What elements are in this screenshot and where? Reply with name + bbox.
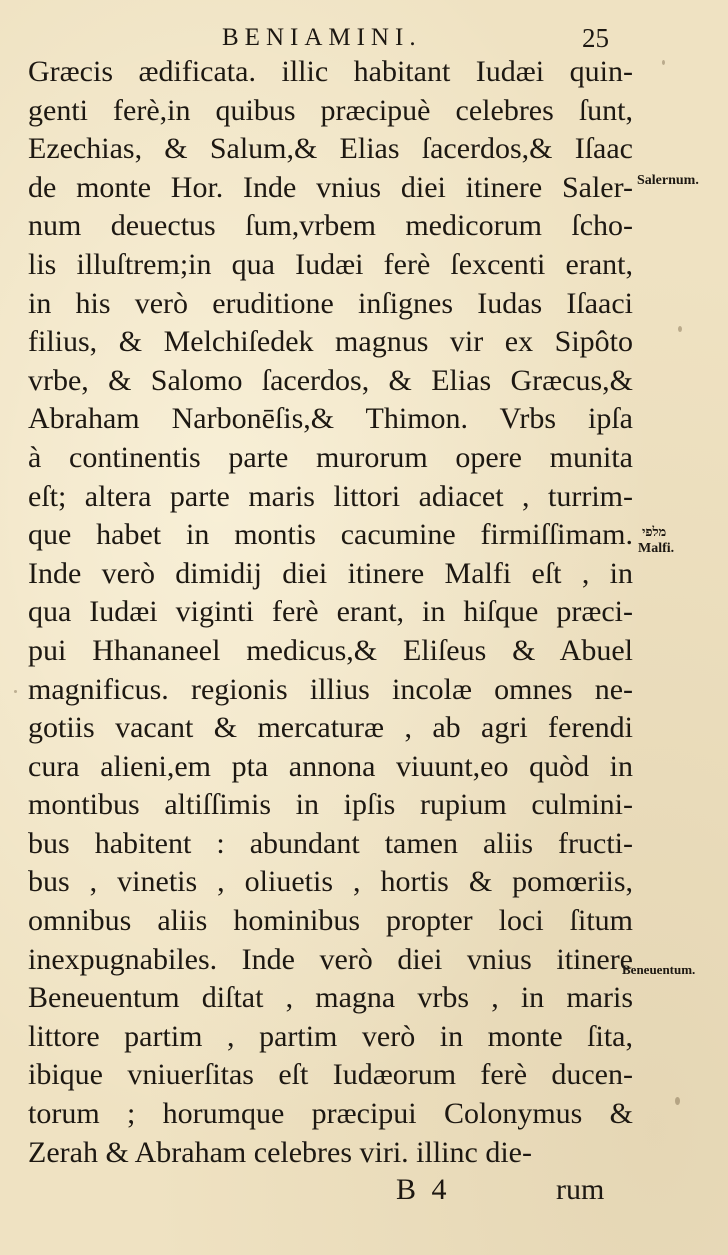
text-line: bus habitent : abundant tamen aliis fructi- — [28, 826, 633, 860]
margin-note-malfi: Malfi. — [638, 541, 675, 556]
text-line: cura alieni,em pta annona viuunt,eo quòd in — [28, 749, 633, 783]
text-line: montibus altiſſimis in ipſis rupium culmini- — [28, 788, 633, 822]
text-line: eſt; altera parte maris littori adiacet , turrim- — [28, 479, 633, 513]
text-line: Beneuentum diſtat , magna vrbs , in maris — [28, 981, 633, 1015]
text-line: pui Hhananeel medicus,& Eliſeus & Abuel — [28, 633, 633, 667]
paper-speck — [678, 326, 682, 332]
text-line: qua Iudæi viginti ferè erant, in hiſque præci- — [28, 595, 633, 629]
text-line: de monte Hor. Inde vnius diei itinere Saler- — [28, 170, 633, 204]
text-line: magnificus. regionis illius incolæ omnes ne- — [28, 672, 633, 706]
text-line: à continentis parte murorum opere munita — [28, 440, 633, 474]
text-line: in his verò eruditione inſignes Iudas Iſaaci — [28, 286, 633, 320]
text-line: filius, & Melchiſedek magnus vir ex Sipôto — [28, 325, 633, 359]
signature-mark: B 4 — [396, 1173, 447, 1206]
text-line: genti ferè,in quibus præcipuè celebres ſunt, — [28, 93, 633, 127]
text-line: vrbe, & Salomo ſacerdos, & Elias Græcus,& — [28, 363, 633, 397]
paper-speck — [662, 60, 665, 65]
text-line: Græcis ædificata. illic habitant Iudæi quin- — [28, 55, 633, 88]
text-line: num deuectus ſum,vrbem medicorum ſcho- — [28, 209, 633, 243]
text-line: ibique vniuerſitas eſt Iudæorum ferè ducen- — [28, 1058, 633, 1092]
text-line: Zerah & Abraham celebres viri. illinc die- — [28, 1135, 532, 1169]
text-line: bus , vinetis , oliuetis , hortis & pomœriis, — [28, 865, 633, 899]
text-line: lis illuſtrem;in qua Iudæi ferè ſexcenti erant, — [28, 247, 633, 281]
margin-note-hebrew: מלפי — [642, 524, 667, 539]
text-line: torum ; horumque præcipui Colonymus & — [28, 1097, 633, 1131]
text-line: littore partim , partim verò in monte ſita, — [28, 1019, 633, 1053]
text-line: gotiis vacant & mercaturæ , ab agri ferendi — [28, 711, 633, 745]
paper-speck — [14, 690, 17, 693]
page-footer — [0, 1170, 728, 1210]
margin-note-salernum: Salernum. — [637, 173, 699, 188]
paper-speck — [675, 1097, 680, 1105]
text-line: Inde verò dimidij diei itinere Malfi eſt , in — [28, 556, 633, 590]
text-line: omnibus aliis hominibus propter loci ſitum — [28, 904, 633, 938]
text-line: que habet in montis cacumine firmiſſimam. — [28, 518, 633, 552]
page-number: 25 — [582, 23, 609, 53]
running-head-title: BENIAMINI. — [222, 24, 422, 51]
catchword: rum — [556, 1173, 605, 1206]
running-head — [0, 18, 728, 58]
text-line: Abraham Narbonēſis,& Thimon. Vrbs ipſa — [28, 402, 633, 436]
margin-note-beneuentum: Beneuentum. — [622, 962, 696, 977]
text-line: Ezechias, & Salum,& Elias ſacerdos,& Iſaac — [28, 132, 633, 166]
body-text — [28, 53, 633, 1172]
text-line: inexpugnabiles. Inde verò diei vnius itinere — [28, 942, 633, 976]
